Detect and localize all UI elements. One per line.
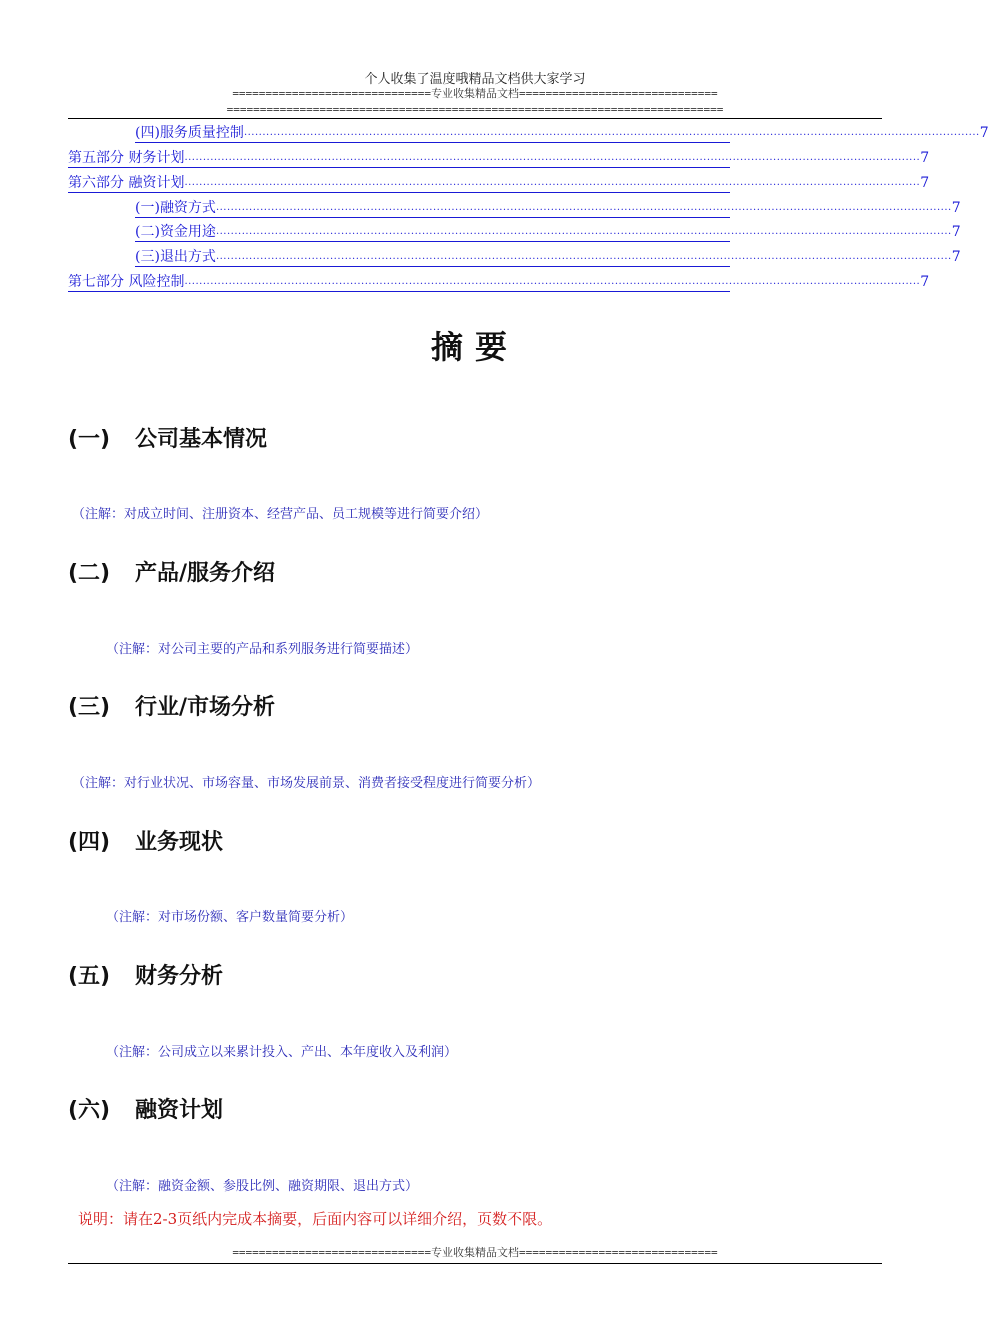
footer-note: 说明：请在2-3页纸内完成本摘要，后面内容可以详细介绍，页数不限。 (78, 1210, 553, 1228)
section-title: 公司基本情况 (135, 427, 268, 452)
page-title: 摘要 (430, 328, 519, 366)
toc-leader: ........................................................................................................................................................................................................ (184, 276, 921, 287)
toc-leader: ........................................................................................................................................................................................................ (184, 177, 921, 188)
section-note: （注解：公司成立以来累计投入、产出、本年度收入及利润） (106, 1045, 458, 1060)
toc-item-page: 7 (920, 150, 930, 166)
toc-item-page: 7 (951, 200, 961, 216)
toc-item-number: (三) (135, 249, 160, 265)
toc-item-page: 7 (920, 274, 930, 290)
section-note: （注解：对成立时间、注册资本、经营产品、员工规模等进行简要介绍） (72, 507, 489, 522)
section-note: （注解：对行业状况、市场容量、市场发展前景、消费者接受程度进行简要分析） (72, 776, 541, 791)
toc-item-label: 第七部分 风险控制 (68, 274, 185, 290)
toc-item-page: 7 (951, 224, 961, 240)
section-heading (68, 422, 267, 453)
toc-item-number: (四) (135, 125, 160, 141)
footer-banner: ==============================专业收集精品文档============================== (232, 1246, 718, 1259)
toc-item[interactable] (135, 124, 989, 143)
toc-item-page: 7 (979, 125, 989, 141)
toc-item-number: (二) (135, 224, 160, 240)
header-rule (68, 118, 882, 119)
toc-item[interactable] (135, 223, 961, 242)
toc-leader: ........................................................................................................................................................................................................ (184, 152, 921, 163)
toc-leader: ........................................................................................................................................................................................................ (215, 251, 952, 262)
toc-item-label: 退出方式 (159, 249, 216, 265)
section-note: （注解：融资金额、参股比例、融资期限、退出方式） (106, 1179, 419, 1194)
section-heading (68, 556, 275, 587)
section-number: (一) (68, 427, 111, 452)
section-title: 业务现状 (135, 830, 224, 855)
toc-leader: ........................................................................................................................................................................................................ (215, 202, 952, 213)
footer-rule (68, 1263, 882, 1264)
section-heading (68, 1093, 223, 1124)
toc-item-label: 融资方式 (159, 200, 216, 216)
toc-item-label: 资金用途 (159, 224, 216, 240)
section-heading (68, 690, 275, 721)
header-banner: ==============================专业收集精品文档============================== (232, 87, 718, 100)
section-number: (六) (68, 1098, 111, 1123)
section-title: 行业/市场分析 (135, 695, 276, 720)
toc-item[interactable] (68, 174, 930, 193)
toc-item-label: 第五部分 财务计划 (68, 150, 185, 166)
section-number: (三) (68, 695, 111, 720)
toc-leader: ........................................................................................................................................................................................................ (215, 226, 952, 237)
header-title: 个人收集了温度哦精品文档供大家学习 (364, 72, 586, 87)
section-heading (68, 825, 223, 856)
toc-item-page: 7 (920, 175, 930, 191)
toc-item[interactable] (135, 248, 961, 267)
toc-item-label: 服务质量控制 (159, 125, 244, 141)
toc-item-number: (一) (135, 200, 160, 216)
section-number: (二) (68, 561, 111, 586)
section-heading (68, 959, 223, 990)
section-title: 财务分析 (135, 964, 224, 989)
toc-leader: ........................................................................................................................................................................................................ (243, 127, 980, 138)
section-number: (四) (68, 830, 111, 855)
section-note: （注解：对公司主要的产品和系列服务进行简要描述） (106, 642, 419, 657)
section-number: (五) (68, 964, 111, 989)
toc-item-page: 7 (951, 249, 961, 265)
section-note: （注解：对市场份额、客户数量简要分析） (106, 910, 354, 925)
section-title: 产品/服务介绍 (135, 561, 276, 586)
toc-item[interactable] (68, 149, 930, 168)
header-banner-line: =========================================================================== (226, 103, 724, 116)
section-title: 融资计划 (135, 1098, 224, 1123)
toc-item-label: 第六部分 融资计划 (68, 175, 185, 191)
toc-item[interactable] (135, 199, 961, 218)
toc-item[interactable] (68, 273, 930, 292)
